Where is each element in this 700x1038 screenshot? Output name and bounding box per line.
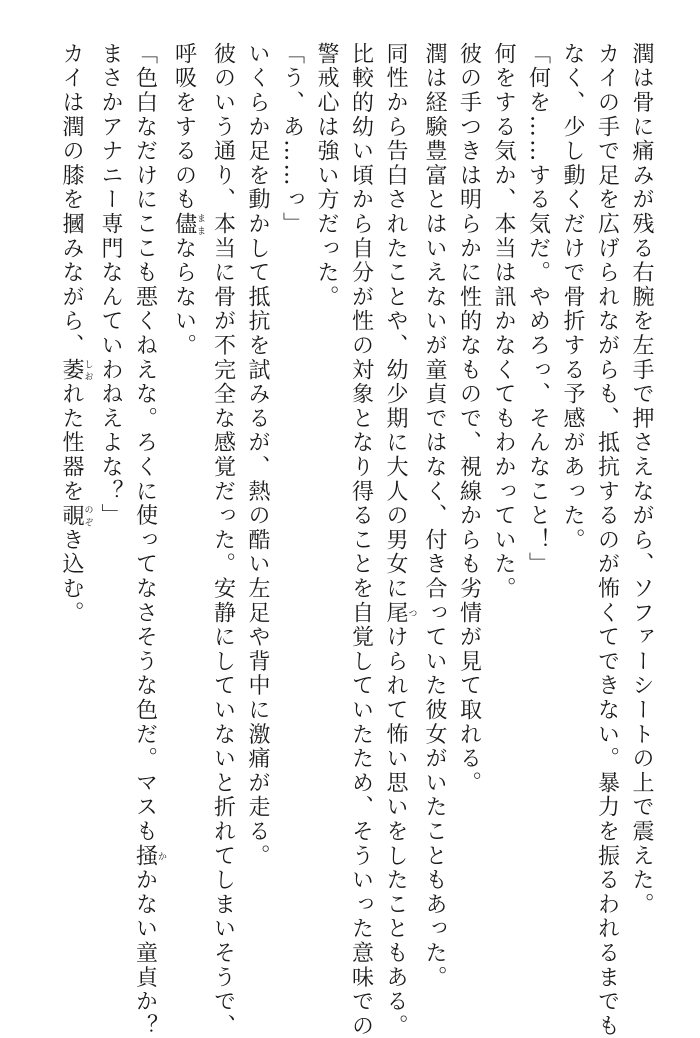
ruby-ka: 掻か (132, 843, 166, 869)
text-line-3: なく、少し動くだけで骨折する予感があった。 (560, 42, 585, 553)
text-line-15-a: 「色白なだけにここも悪くねえな。ろくに使ってなさそうな色だ。マスも (132, 42, 158, 844)
text-line-14 (166, 42, 205, 972)
text-line-17-a: カイは潤の膝を摑みながら、 (59, 42, 84, 358)
text-line-5: 何をする気か、本当は訊かなくてもわかっていた。 (491, 42, 516, 601)
text-line-13: 彼のいう通り、本当に骨が不完全な感覚だった。安静にしていないと折れてしまいそうで、 (210, 42, 236, 1038)
ruby-tsu: 尾つ (383, 600, 417, 626)
text-line-8-a: 同性から告白されたことや、幼少期に大人の男女に (383, 42, 408, 601)
text-line-7: 潤は経験豊富とはいえないが童貞ではなく、付き合っていた彼女がいたこともあった。 (422, 42, 447, 990)
text-line-11: 「う、あ……っ」 (279, 42, 305, 237)
text-line-12: いくらか足を動かして抵抗を試みるが、熱の酷い左足や背中に激痛が走る。 (245, 42, 270, 869)
text-line-4: 「何を……する気だ。やめろっ、そんなこと！」 (525, 42, 551, 577)
text-line-8 (378, 42, 417, 1038)
ruby-shio: 萎しお (59, 357, 93, 383)
ruby-nozo: 覗のぞ (59, 503, 93, 529)
text-line-1: 潤は骨に痛みが残る右腕を左手で押さえながら、ソファーシートの上で震えた。 (629, 42, 654, 917)
text-line-10: 警戒心は強い方だった。 (314, 42, 339, 310)
text-line-16: まさかアナニー専門なんていわねえよな？」 (98, 42, 123, 528)
text-line-14-b: ならない。 (171, 236, 197, 358)
text-line-9: 比較的幼い頃から自分が性の対象となり得ることを自覚していたため、そういった意味での (348, 42, 374, 1038)
text-line-8-b: けられて怖い思いをしたこともある。 (383, 625, 408, 1038)
vertical-text-body (54, 42, 659, 1038)
ruby-mama: 儘まま (171, 212, 205, 237)
text-line-2: カイの手で足を広げられながらも、抵抗するのが怖くてできない。暴力を振るわれるまでも (594, 42, 620, 1038)
text-line-6: 彼の手つきは明らかに性的なもので、視線からも劣情が見て取れる。 (456, 42, 482, 796)
text-line-15-b: かない童貞か？ (132, 868, 158, 1038)
text-line-17-c: き込む。 (59, 528, 84, 626)
text-line-17 (54, 42, 93, 972)
text-line-17-b: れた性器を (59, 382, 84, 504)
text-line-15 (127, 42, 166, 1038)
text-line-14-a: 呼吸をするのも (171, 42, 197, 213)
